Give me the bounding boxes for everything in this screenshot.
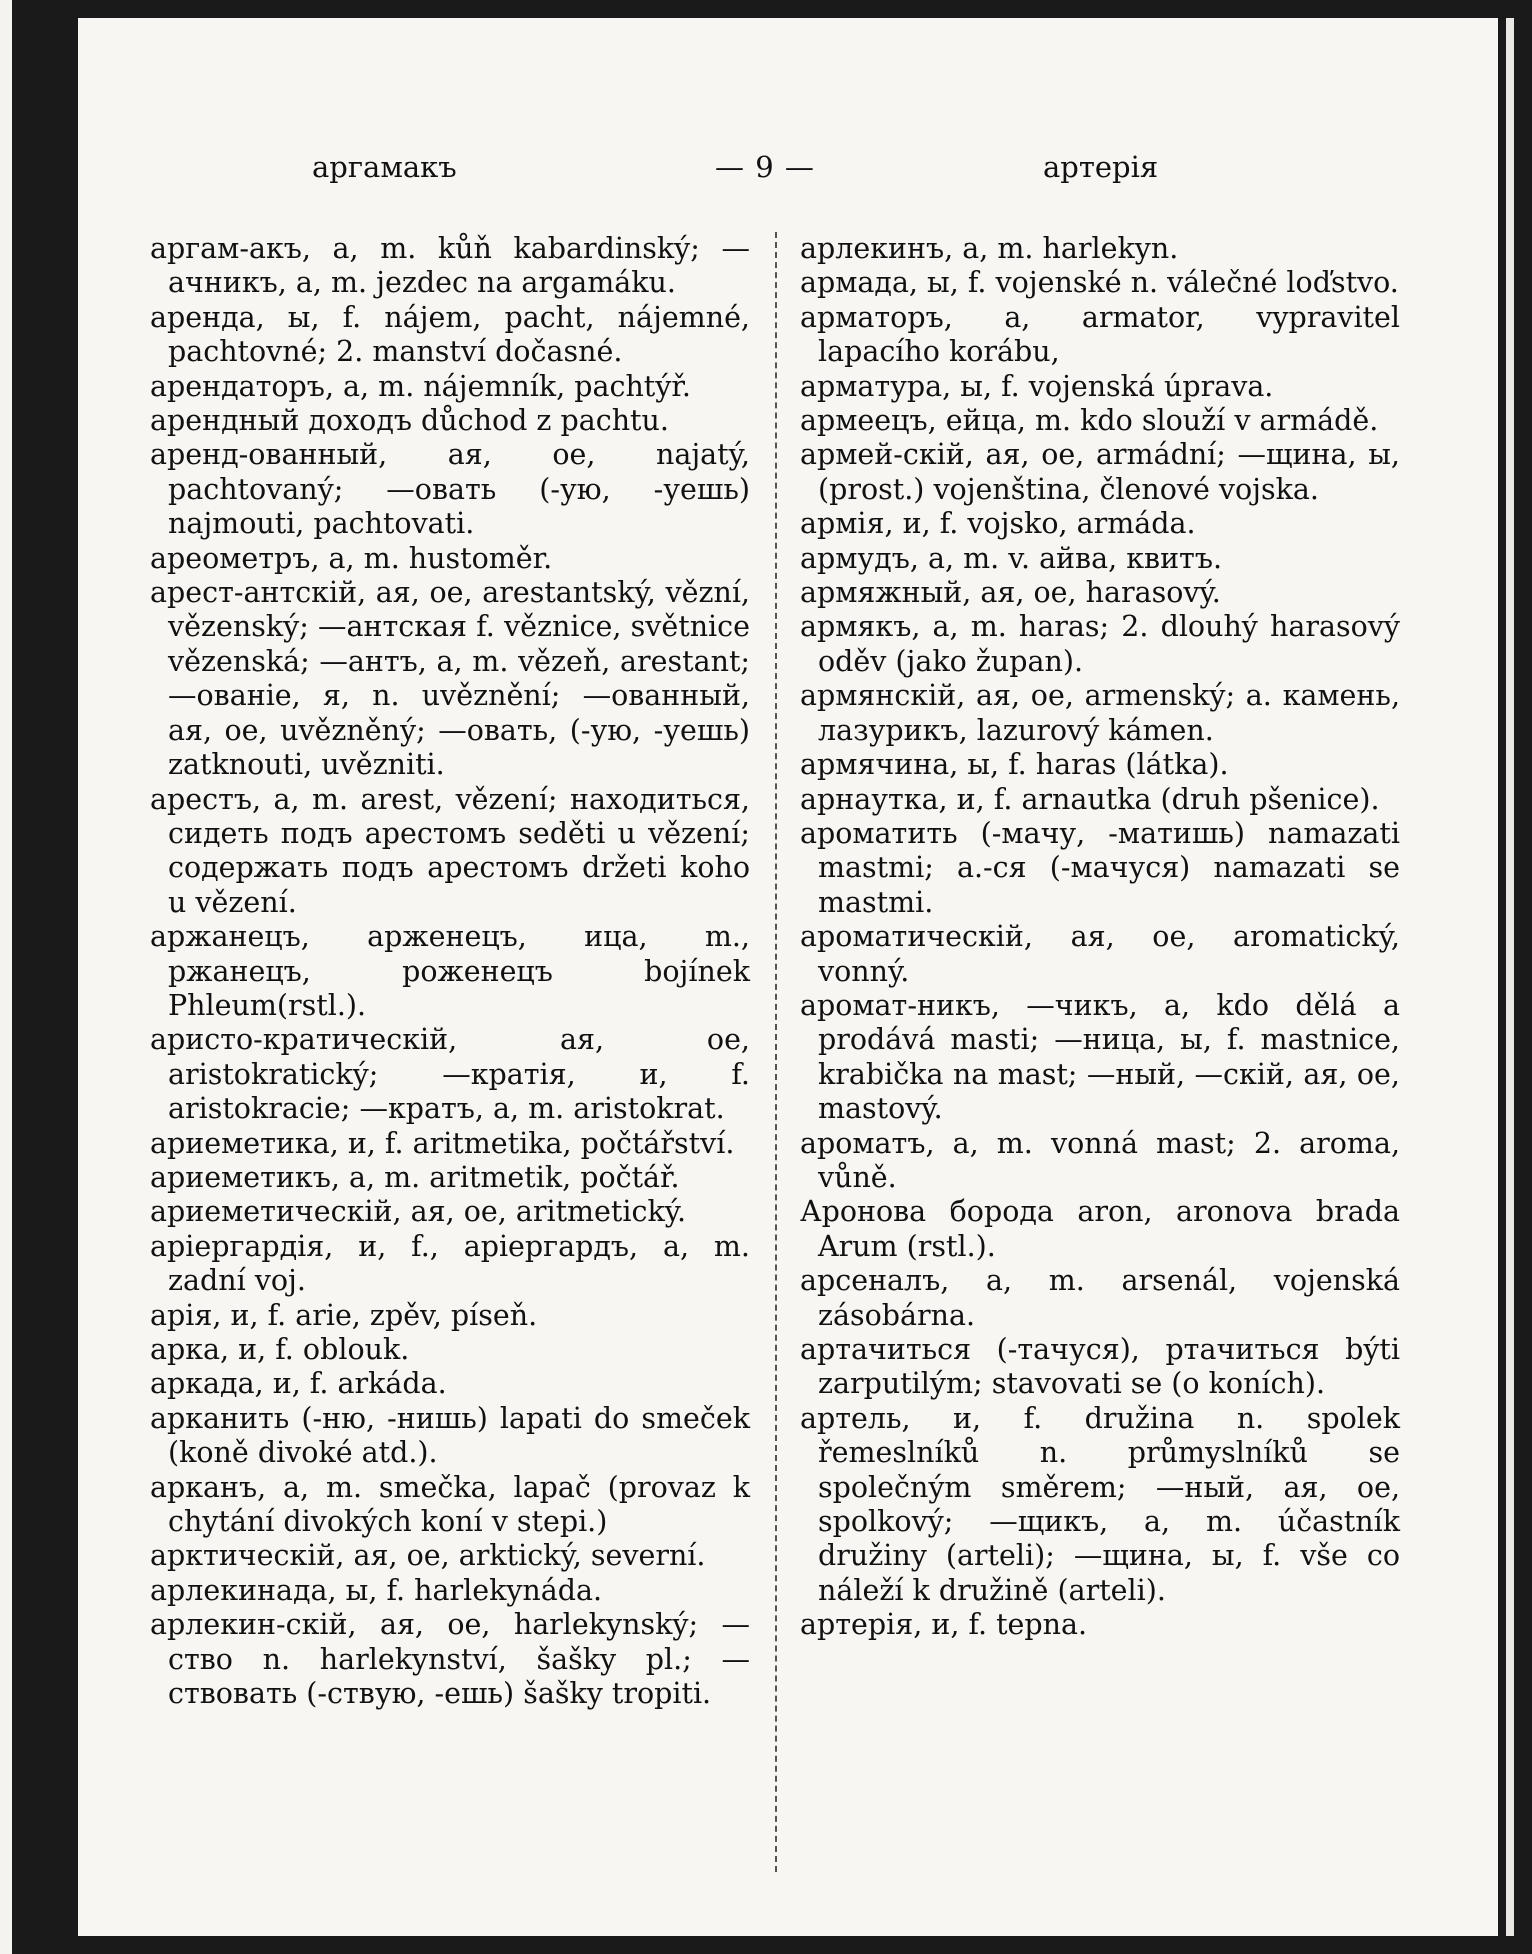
dictionary-entry: арестъ, а, m. arest, vězení; находиться, сидеть подъ арестомъ seděti u vězení; содержать подъ арестомъ držeti koho u vězení.	[150, 782, 750, 919]
dictionary-entry: армада, ы, f. vojenské n. válečné loďstvo.	[800, 266, 1399, 300]
dictionary-entry: арка, и, f. oblouk.	[150, 1333, 410, 1366]
column-divider	[775, 232, 777, 1872]
dictionary-entry: ареометръ, а, m. hustoměr.	[150, 541, 553, 575]
dictionary-entry: армякъ, а, m. haras; 2. dlouhý harasový oděv (jako župan).	[800, 610, 1400, 678]
dictionary-entry: армеецъ, ейца, m. kdo slouží v armádě.	[800, 404, 1379, 438]
dictionary-entry: арканить (-ню, -нишь) lapati do smeček (koně divoké atd.).	[150, 1401, 750, 1470]
dictionary-entry: армячина, ы, f. haras (látka).	[800, 748, 1229, 782]
right-column	[800, 232, 1400, 1643]
dictionary-entry: аренда, ы, f. nájem, pacht, nájemné, pachtovné; 2. manství dočasné.	[150, 300, 750, 369]
dictionary-entry: арканъ, а, m. smečka, lapač (provaz k chytání divokých koní v stepi.)	[150, 1470, 750, 1539]
dictionary-entry: арія, и, f. arie, zpěv, píseň.	[150, 1298, 538, 1332]
dictionary-entry: ароматическій, ая, ое, aromatický, vonný.	[800, 920, 1400, 988]
page-edge-shadow	[1506, 18, 1514, 1936]
dictionary-entry: арктическій, ая, ое, arktický, severní.	[150, 1539, 706, 1573]
left-column	[150, 232, 750, 1711]
dictionary-entry: артель, и, f. družina n. spolek řemeslníků n. průmyslníků se společným směrem; —ный, ая, ое, spolkový; —щикъ, а, m. účastník družiny (arteli); —щина, ы, f. vše co náleží k družině (arteli).	[800, 1401, 1400, 1607]
header-right-guideword: артерія	[1043, 150, 1159, 184]
dictionary-entry: арендный доходъ důchod z pachtu.	[150, 404, 669, 438]
dictionary-entry: ариеметическій, ая, ое, aritmetický.	[150, 1195, 687, 1229]
dictionary-entry: аргам-акъ, а, m. kůň kabardinský; —ачникъ, а, m. jezdec na argamáku.	[150, 232, 750, 300]
header-left-guideword: аргамакъ	[312, 150, 457, 184]
dictionary-entry: аромат-никъ, —чикъ, а, kdo dělá a prodává masti; —ница, ы, f. mastnice, krabička na mast; —ный, —скій, ая, ое, mastový.	[800, 988, 1400, 1126]
dictionary-entry: арматоръ, а, armator, vypravitel lapacího korábu,	[800, 300, 1400, 369]
dictionary-entry: арлекинъ, а, m. harlekyn.	[800, 232, 1179, 265]
dictionary-entry: аристо-кратическій, ая, ое, aristokratický; —кратія, и, f. aristokracie; —кратъ, а, m. aristokrat.	[150, 1023, 750, 1126]
dictionary-entry: ариеметикъ, а, m. aritmetik, počtář.	[150, 1160, 680, 1194]
dictionary-entry: арест-антскій, ая, ое, arestantský, vězní, vězenský; —антская f. věznice, světnice vězenská; —антъ, а, m. vězeň, arestant; —ованіе, я, n. uvěznění; —ованный, ая, ое, uvězněný; —овать, (-ую, -уешь) zatknouti, uvězniti.	[150, 576, 750, 782]
dictionary-entry: арсеналъ, а, m. arsenál, vojenská zásobárna.	[800, 1264, 1400, 1332]
dictionary-entry: армянскій, ая, ое, armenský; а. камень, лазурикъ, lazurový kámen.	[800, 679, 1400, 747]
page-header	[0, 150, 1532, 190]
dictionary-entry: арнаутка, и, f. arnautka (druh pšenice).	[800, 782, 1380, 816]
dictionary-entry: арлекинада, ы, f. harlekynáda.	[150, 1573, 603, 1607]
dictionary-entry: аржанецъ, арженецъ, ица, m., ржанецъ, роженецъ bojínek Phleum(rstl.).	[150, 920, 750, 1022]
dictionary-entry: армудъ, а, m. v. айва, квитъ.	[800, 541, 1223, 575]
dictionary-entry: армія, и, f. vojsko, armáda.	[800, 507, 1196, 541]
dictionary-entry: аренд-ованный, ая, ое, najatý, pachtovaný; —овать (-ую, -уешь) najmouti, pachtovati.	[150, 438, 750, 541]
dictionary-entry: Аронова борода aron, aronova brada Arum (rstl.).	[800, 1195, 1400, 1263]
dictionary-entry: аріергардія, и, f., аріергардъ, а, m. zadní voj.	[150, 1229, 750, 1298]
dictionary-entry: арматура, ы, f. vojenská úprava.	[800, 369, 1274, 403]
page-number: — 9 —	[715, 150, 815, 184]
dictionary-entry: аркада, и, f. arkáda.	[150, 1367, 447, 1401]
dictionary-entry: арлекин-скій, ая, ое, harlekynský; —ство n. harlekynství, šašky pl.; —ствовать (-ствую, -ешь) šašky tropiti.	[150, 1608, 750, 1711]
dictionary-entry: артерія, и, f. tepna.	[800, 1608, 1088, 1642]
dictionary-entry: арендаторъ, а, m. nájemník, pachtýř.	[150, 369, 691, 403]
dictionary-entry: ароматить (-мачу, -матишь) namazati mastmi; а.-ся (-мачуся) namazati se mastmi.	[800, 816, 1400, 919]
dictionary-entry: артачиться (-тачуся), ртачиться býti zarputilým; stavovati se (o koních).	[800, 1333, 1400, 1401]
dictionary-entry: ариеметика, и, f. aritmetika, počtářství.	[150, 1126, 735, 1160]
dictionary-entry: армяжный, ая, ое, harasový.	[800, 576, 1221, 610]
page-left-strip	[0, 0, 12, 1954]
dictionary-entry: ароматъ, а, m. vonná mast; 2. aroma, vůně.	[800, 1126, 1400, 1194]
dictionary-entry: армей-скій, ая, ое, armádní; —щина, ы, (prost.) vojenština, členové vojska.	[800, 438, 1400, 506]
